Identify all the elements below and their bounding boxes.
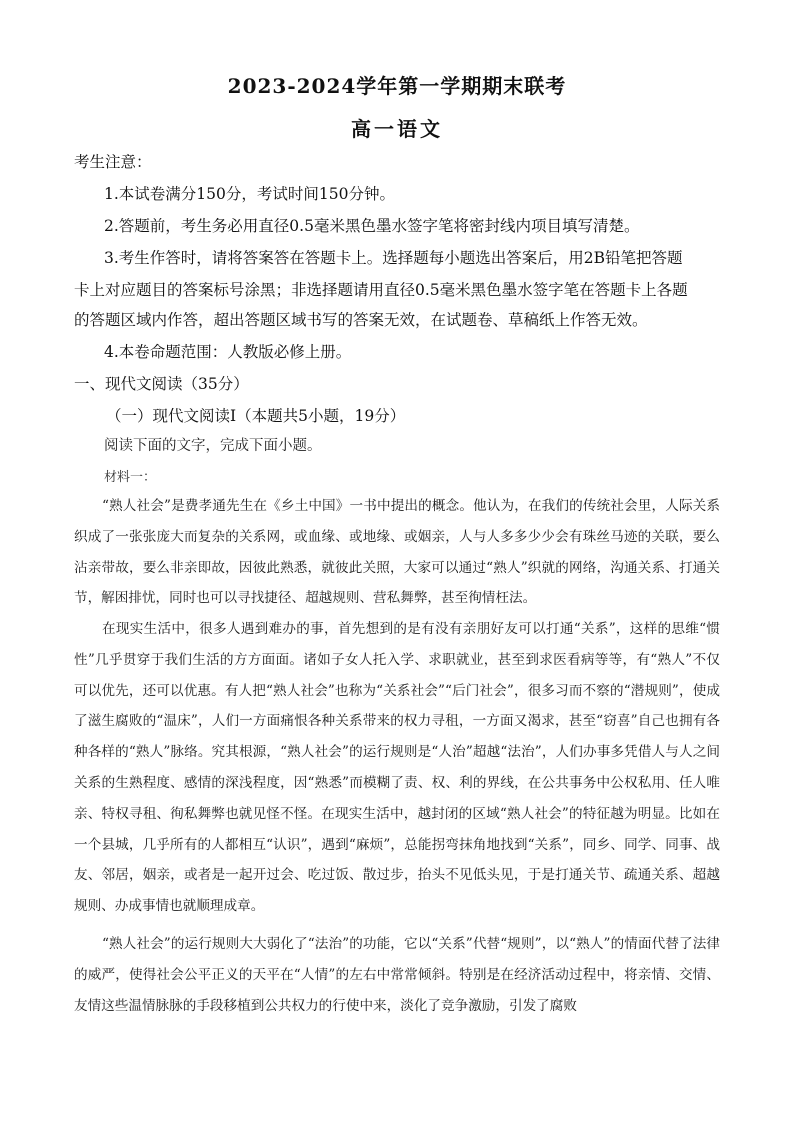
- note-item-2: 2.答题前，考生务必用直径0.5毫米黑色墨水签字笔将密封线内项目填写清楚。: [104, 217, 640, 235]
- note-item-3-line-3: 的答题区域内作答，超出答题区域书写的答案无效，在试题卷、草稿纸上作答无效。: [74, 311, 648, 329]
- material-label: 材料一：: [104, 470, 157, 485]
- exam-title: 2023-2024学年第一学期期末联考: [227, 74, 567, 98]
- notes-heading: 考生注意：: [74, 153, 152, 171]
- body-paragraph-2: 在现实生活中，很多人遇到难办的事，首先想到的是有没有亲朋好友可以打通“关系”，这样的思维“惯性”几乎贯穿于我们生活的方方面面。诸如子女人托入学、求职就业，甚至到求医看病等等，有“熟人”不仅可以优先，还可以优惠。有人把“熟人社会”也称为“关系社会”“后门社会”，很多习而不察的“潜规则”，使成了滋生腐败的“温床”，人们一方面痛恨各种关系带来的权力寻租，一方面又渴求，甚至“窃喜”自己也拥有各种各样的“熟人”脉络。究其根源，“熟人社会”的运行规则是“人治”超越“法治”，人们办事多凭借人与人之间关系的生熟程度、感情的深浅程度，因“熟悉”而模糊了责、权、利的界线，在公共事务中公权私用、任人唯亲、特权寻租、徇私舞弊也就见怪不怪。在现实生活中，越封闭的区域“熟人社会”的特征越为明显。比如在一个县城，几乎所有的人都相互“认识”，遇到“麻烦”，总能拐弯抹角地找到“关系”，同乡、同学、同事、战友、邻居，姻亲，或者是一起开过会、吃过饭、散过步，抬头不见低头见，于是打通关节、疏通关系、超越规则、办成事情也就顺理成章。: [74, 621, 720, 915]
- subject-title: 高一语文: [351, 117, 443, 141]
- reading-instruction: 阅读下面的文字，完成下面小题。: [104, 438, 322, 454]
- note-item-4: 4.本卷命题范围：人教版必修上册。: [104, 343, 352, 361]
- note-item-3-line-1: 3.考生作答时，请将答案答在答题卡上。选择题每小题选出答案后，用2B铅笔把答题: [104, 249, 683, 267]
- body-paragraph-3: “熟人社会”的运行规则大大弱化了“法治”的功能，它以“关系”代替“规则”，以“熟人”的情面代替了法律的威严，使得社会公平正义的天平在“人情”的左右中常常倾斜。特别是在经济活动过程中，将亲情、交情、友情这些温情脉脉的手段移植到公共权力的行使中来，淡化了竞争激励，引发了腐败: [74, 936, 720, 1014]
- note-item-1: 1.本试卷满分150分，考试时间150分钟。: [104, 185, 395, 203]
- note-item-3-line-2: 卡上对应题目的答案标号涂黑；非选择题请用直径0.5毫米黑色墨水签字笔在答题卡上各题: [74, 281, 688, 299]
- section-subtitle: （一）现代文阅读Ⅰ（本题共5小题，19分）: [106, 407, 406, 425]
- section-title: 一、现代文阅读（35分）: [74, 375, 249, 393]
- body-paragraph-1: “熟人社会”是费孝通先生在《乡土中国》一书中提出的概念。他认为，在我们的传统社会里，人际关系织成了一张张庞大而复杂的关系网，或血缘、或地缘、或姻亲，人与人多多少少会有珠丝马迹的关联，要么沾亲带故，要么非亲即故，因彼此熟悉，就彼此关照，大家可以通过“熟人”织就的网络，沟通关系、打通关节，解困排忧，同时也可以寻找捷径、超越规则、营私舞弊，甚至徇情枉法。: [74, 498, 720, 607]
